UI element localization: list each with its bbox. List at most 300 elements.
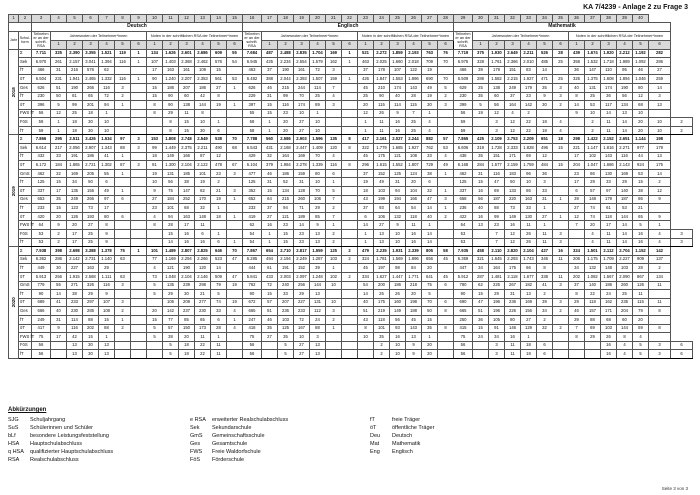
value-cell: 88 — [99, 324, 115, 333]
value-cell: 379 — [262, 161, 278, 170]
value-cell — [438, 221, 454, 230]
value-cell: 80 — [99, 212, 115, 221]
value-cell: 1.743 — [521, 255, 537, 264]
value-cell: 7 — [406, 109, 422, 118]
value-cell — [438, 66, 454, 75]
table-row — [9, 49, 693, 58]
value-cell: 169 — [294, 152, 310, 161]
value-cell: 415 — [454, 324, 473, 333]
value-cell: 286 — [51, 255, 67, 264]
value-cell — [342, 341, 358, 350]
value-cell: 6.509 — [454, 75, 473, 84]
value-cell — [342, 195, 358, 204]
value-cell: 27 — [569, 204, 585, 213]
value-cell: 2.748 — [179, 135, 195, 144]
value-cell — [131, 341, 147, 350]
abbreviations-column-2 — [190, 416, 288, 464]
value-cell: 119 — [115, 49, 131, 58]
value-cell: 186 — [390, 281, 406, 290]
value-cell: 2.227 — [617, 255, 633, 264]
value-cell: 431 — [262, 144, 278, 153]
value-cell: 3 — [553, 238, 569, 247]
value-cell — [227, 264, 243, 273]
value-cell: 1.865 — [67, 161, 83, 170]
value-cell: 1.192 — [633, 49, 649, 58]
value-cell: 6.362 — [32, 255, 51, 264]
value-cell: 37 — [569, 281, 585, 290]
value-cell — [131, 298, 147, 307]
value-cell: 33 — [51, 152, 67, 161]
column-number: 34 — [537, 15, 553, 23]
value-cell: 29 — [310, 204, 326, 213]
value-cell: 41 — [51, 298, 67, 307]
value-cell: 191 — [278, 264, 294, 273]
value-cell: 4 — [617, 341, 633, 350]
value-cell: 56 — [32, 350, 51, 359]
value-cell: 16 — [473, 187, 489, 196]
value-cell: 68 — [633, 101, 649, 110]
value-cell — [147, 238, 163, 247]
value-cell: 1 — [262, 126, 278, 135]
value-cell: 16 — [601, 341, 617, 350]
school-type-cell: öT — [19, 161, 32, 170]
value-cell: 259 — [649, 75, 671, 84]
value-cell: 14 — [617, 230, 633, 239]
value-cell — [131, 101, 147, 110]
value-cell: 239 — [179, 281, 195, 290]
value-cell: 13 — [310, 238, 326, 247]
school-type-cell: Σ — [19, 49, 32, 58]
value-cell: 34 — [489, 333, 505, 342]
value-cell: 2.278 — [294, 161, 310, 170]
value-cell: 10 — [358, 333, 374, 342]
value-cell: 29 — [617, 178, 633, 187]
column-number: 9 — [131, 15, 147, 23]
school-type-cell: öT — [19, 212, 32, 221]
value-cell: 204 — [569, 161, 585, 170]
value-cell: 2.294 — [179, 255, 195, 264]
value-cell: 6.504 — [32, 75, 51, 84]
value-cell: 39 — [473, 66, 489, 75]
value-cell: 1 — [51, 118, 67, 127]
value-cell: 179 — [521, 83, 537, 92]
value-cell: 149 — [390, 307, 406, 316]
school-type-cell: FWS fT — [19, 333, 32, 342]
value-cell: 102 — [585, 152, 601, 161]
abbreviation-meaning: Freie Waldorfschule — [212, 449, 261, 455]
value-cell: 12 — [505, 126, 521, 135]
value-cell: 8 — [163, 126, 179, 135]
value-cell: 15 — [51, 204, 67, 213]
value-cell: 6.975 — [454, 58, 473, 67]
value-cell: 151 — [489, 152, 505, 161]
school-type-cell: Ges — [19, 195, 32, 204]
value-cell: 249 — [32, 315, 51, 324]
value-cell: 1 — [227, 83, 243, 92]
value-cell: 22 — [521, 118, 537, 127]
value-cell: 2 — [326, 315, 342, 324]
value-cell: 15 — [211, 66, 227, 75]
value-cell: 297 — [83, 298, 99, 307]
table-row — [9, 350, 693, 359]
value-cell: 186 — [278, 169, 294, 178]
value-cell: 4 — [326, 92, 342, 101]
value-cell: 72 — [294, 315, 310, 324]
value-cell: 179 — [649, 144, 671, 153]
value-cell: 75 — [163, 187, 179, 196]
value-cell: 10 — [294, 109, 310, 118]
value-cell: 64 — [390, 204, 406, 213]
value-cell: 11 — [649, 298, 671, 307]
value-cell: 1 — [358, 230, 374, 239]
value-cell: 56 — [454, 350, 473, 359]
value-cell: 11 — [553, 272, 569, 281]
value-cell: 658 — [454, 195, 473, 204]
value-cell: 11 — [374, 126, 390, 135]
value-cell: 397 — [243, 101, 262, 110]
value-cell — [553, 290, 569, 299]
abbreviation-meaning: Förderschule — [212, 457, 245, 463]
value-cell: 13 — [67, 341, 83, 350]
value-cell — [553, 315, 569, 324]
value-cell: 53 — [227, 75, 243, 84]
subject-header: Mathematik — [454, 23, 671, 32]
value-cell: 16 — [505, 221, 521, 230]
value-cell: 65 — [83, 92, 99, 101]
value-cell — [131, 307, 147, 316]
value-cell: 118 — [374, 315, 390, 324]
value-cell: 33 — [278, 290, 294, 299]
value-cell: 82 — [195, 187, 211, 196]
value-cell: 190 — [278, 66, 294, 75]
value-cell: 2.266 — [195, 255, 211, 264]
column-number: 18 — [278, 15, 294, 23]
value-cell: 175 — [374, 298, 390, 307]
value-cell — [585, 341, 601, 350]
value-cell: 197 — [374, 264, 390, 273]
value-cell: 38 — [633, 187, 649, 196]
value-cell: 13 — [99, 350, 115, 359]
value-cell: 2 — [326, 238, 342, 247]
value-cell: 2.447 — [294, 144, 310, 153]
value-cell — [342, 221, 358, 230]
value-cell: 867 — [633, 272, 649, 281]
value-cell: 51 — [358, 307, 374, 316]
value-cell: 2.511 — [67, 135, 83, 144]
value-cell: 131 — [310, 298, 326, 307]
value-cell: 2 — [211, 178, 227, 187]
value-cell: 420 — [32, 212, 51, 221]
value-cell: 1 — [131, 75, 147, 84]
grade-level: 1 — [147, 40, 163, 49]
value-cell: 27 — [262, 212, 278, 221]
value-cell: 7.788 — [243, 135, 262, 144]
value-cell: 284 — [473, 161, 489, 170]
value-cell: 1.248 — [310, 272, 326, 281]
school-type-cell: fT — [19, 178, 32, 187]
value-cell: 26 — [521, 230, 537, 239]
grade-level: 1 — [473, 40, 489, 49]
value-cell: 47 — [489, 178, 505, 187]
value-cell: 187 — [617, 195, 633, 204]
abbreviation-entry — [190, 456, 288, 464]
abbreviation-key: FöS — [190, 457, 201, 463]
value-cell: 125 — [278, 324, 294, 333]
value-cell — [649, 204, 671, 213]
value-cell: 174 — [390, 83, 406, 92]
value-cell — [473, 238, 489, 247]
value-cell: 117 — [601, 101, 617, 110]
value-cell: 109 — [195, 66, 211, 75]
value-cell: 1.300 — [163, 161, 179, 170]
value-cell: 53 — [585, 101, 601, 110]
value-cell: 2.122 — [195, 161, 211, 170]
value-cell: 1.144 — [633, 135, 649, 144]
value-cell — [342, 333, 358, 342]
value-cell: 1 — [342, 58, 358, 67]
value-cell: 5 — [473, 101, 489, 110]
value-cell: 1.894 — [617, 75, 633, 84]
school-type-header: Schul- form — [19, 31, 32, 49]
value-cell: 1.759 — [521, 161, 537, 170]
value-cell: 16 — [179, 238, 195, 247]
value-cell: 59 — [32, 118, 51, 127]
value-cell: 6 — [438, 298, 454, 307]
value-cell: 9 — [51, 221, 67, 230]
value-cell: 206 — [569, 255, 585, 264]
value-cell: 25 — [406, 126, 422, 135]
value-cell: 115 — [406, 101, 422, 110]
value-cell: 25 — [585, 92, 601, 101]
value-cell: 55 — [227, 49, 243, 58]
value-cell: 171 — [601, 307, 617, 316]
value-cell: 229 — [243, 92, 262, 101]
value-cell: 42 — [195, 92, 211, 101]
value-cell: 20 — [278, 126, 294, 135]
value-cell: 11 — [505, 341, 521, 350]
value-cell: 25 — [67, 109, 83, 118]
value-cell: 42 — [67, 333, 83, 342]
value-cell: 1 — [342, 75, 358, 84]
value-cell: 33 — [211, 307, 227, 316]
value-cell: 6.614 — [32, 144, 51, 153]
value-cell: 116 — [115, 75, 131, 84]
value-cell — [147, 341, 163, 350]
value-cell: 2 — [374, 350, 390, 359]
value-cell — [438, 290, 454, 299]
value-cell: 9 — [310, 221, 326, 230]
abbreviation-key: e RSA — [190, 417, 206, 423]
column-number: 17 — [262, 15, 278, 23]
value-cell: 25 — [83, 230, 99, 239]
value-cell: 86 — [521, 187, 537, 196]
abbreviation-entry — [190, 448, 288, 456]
value-cell: 99 — [489, 212, 505, 221]
value-cell: 1 — [553, 212, 569, 221]
value-cell — [131, 255, 147, 264]
value-cell: 1.378 — [99, 247, 115, 256]
school-type-cell: Ges — [19, 83, 32, 92]
value-cell: 122 — [406, 66, 422, 75]
value-cell — [131, 92, 147, 101]
abbreviation-entry — [8, 416, 113, 424]
grade-level: 4 — [195, 40, 211, 49]
value-cell: 2.903 — [294, 135, 310, 144]
value-cell: 166 — [406, 195, 422, 204]
value-cell: 2.368 — [179, 58, 195, 67]
value-cell: 266 — [83, 195, 99, 204]
value-cell — [115, 341, 131, 350]
value-cell: 88 — [585, 315, 601, 324]
value-cell: 1 — [422, 333, 438, 342]
value-cell: 91 — [489, 324, 505, 333]
value-cell: 1.403 — [163, 58, 179, 67]
value-cell: 131 — [585, 83, 601, 92]
value-cell: 132 — [585, 264, 601, 273]
value-cell: 14 — [617, 221, 633, 230]
value-cell: 56 — [243, 350, 262, 359]
value-cell: 4 — [422, 126, 438, 135]
value-cell: 54 — [406, 204, 422, 213]
value-cell: 427 — [537, 247, 553, 256]
value-cell: 58 — [243, 118, 262, 127]
value-cell: 1 — [438, 187, 454, 196]
grade-level: 4 — [617, 40, 633, 49]
value-cell: 155 — [83, 187, 99, 196]
value-cell: 134 — [649, 272, 671, 281]
column-number: 23 — [358, 15, 374, 23]
value-cell: 80 — [310, 169, 326, 178]
value-cell: 17 — [51, 187, 67, 196]
value-cell: 6 — [115, 212, 131, 221]
value-cell: 226 — [505, 307, 521, 316]
column-number: 5 — [67, 15, 83, 23]
value-cell: 2.097 — [294, 272, 310, 281]
annual-grades-header: Jahresnoten der Teilnehmer*innen — [262, 31, 358, 40]
value-cell: 15 — [147, 83, 163, 92]
abbreviations-title: Abkürzungen — [8, 407, 47, 413]
value-cell: 23 — [489, 221, 505, 230]
value-cell: 161 — [179, 66, 195, 75]
value-cell: 2.209 — [521, 135, 537, 144]
value-cell: 202 — [569, 272, 585, 281]
value-cell: 40 — [569, 83, 585, 92]
value-cell: 2.003 — [278, 272, 294, 281]
value-cell: 77 — [147, 255, 163, 264]
value-cell: 20 — [67, 221, 83, 230]
value-cell: 2 — [671, 118, 693, 127]
value-cell: 3.355 — [83, 49, 99, 58]
value-cell: 26 — [374, 109, 390, 118]
value-cell: 186 — [601, 281, 617, 290]
value-cell: 169 — [521, 298, 537, 307]
year-label: 2019 — [10, 185, 16, 196]
value-cell: 1.677 — [521, 272, 537, 281]
value-cell — [342, 66, 358, 75]
value-cell: 138 — [179, 101, 195, 110]
value-cell: 1 — [131, 49, 147, 58]
grade-level: 1 — [358, 40, 374, 49]
value-cell: 561 — [211, 75, 227, 84]
value-cell: 147 — [585, 66, 601, 75]
value-cell — [51, 350, 67, 359]
value-cell: 641 — [422, 272, 438, 281]
value-cell: 40 — [422, 212, 438, 221]
value-cell: 38 — [163, 333, 179, 342]
value-cell: 2.907 — [83, 144, 99, 153]
value-cell: 73 — [147, 272, 163, 281]
value-cell: 19 — [147, 169, 163, 178]
value-cell: 60 — [179, 92, 195, 101]
value-cell: 27 — [262, 333, 278, 342]
value-cell — [553, 109, 569, 118]
abbreviation-meaning: Gemeinschaftsschule — [212, 433, 265, 439]
value-cell: 121 — [163, 264, 179, 273]
school-type-cell: FWS fT — [19, 221, 32, 230]
value-cell: 87 — [195, 152, 211, 161]
value-cell: 16 — [633, 238, 649, 247]
value-cell: 190 — [617, 83, 633, 92]
value-cell: 2 — [438, 92, 454, 101]
value-cell: 5 — [147, 290, 163, 299]
value-cell: 466 — [454, 66, 473, 75]
value-cell: 10 — [195, 118, 211, 127]
value-cell — [438, 178, 454, 187]
value-cell — [262, 341, 278, 350]
value-cell: 1 — [537, 204, 553, 213]
value-cell — [227, 333, 243, 342]
value-cell: 2.465 — [83, 75, 99, 84]
grade-level: 6 — [227, 40, 243, 49]
grade-level: 5 — [326, 40, 342, 49]
value-cell: 41 — [537, 281, 553, 290]
value-cell: 37 — [358, 204, 374, 213]
value-cell: 1.660 — [390, 58, 406, 67]
value-cell: 134 — [278, 187, 294, 196]
value-cell: 50 — [422, 307, 438, 316]
value-cell: 17 — [67, 238, 83, 247]
value-cell — [649, 315, 671, 324]
value-cell: 157 — [585, 307, 601, 316]
value-cell: 6 — [422, 178, 438, 187]
value-cell: 220 — [505, 195, 521, 204]
value-cell: 3 — [649, 341, 671, 350]
value-cell: 2.753 — [505, 135, 521, 144]
value-cell: 1.984 — [278, 161, 294, 170]
grade-level: 2 — [374, 40, 390, 49]
value-cell: 219 — [374, 307, 390, 316]
value-cell: 1.532 — [585, 58, 601, 67]
value-cell: 130 — [601, 169, 617, 178]
value-cell: 34 — [67, 178, 83, 187]
value-cell — [438, 264, 454, 273]
value-cell: 1 — [227, 212, 243, 221]
value-cell: 1.927 — [406, 144, 422, 153]
value-cell: 8 — [147, 101, 163, 110]
value-cell: 25 — [617, 290, 633, 299]
value-cell — [131, 83, 147, 92]
value-cell: 2.215 — [505, 75, 521, 84]
value-cell: 199 — [374, 195, 390, 204]
value-cell: 186 — [163, 83, 179, 92]
table-row — [9, 281, 693, 290]
value-cell: 1.175 — [585, 255, 601, 264]
annual-grades-header: Jahresnoten der Teilnehmer*innen — [473, 31, 569, 40]
abbreviation-key: FWS — [190, 449, 203, 455]
value-cell: 11 — [374, 118, 390, 127]
value-cell: 27 — [211, 83, 227, 92]
value-cell: 3 — [326, 66, 342, 75]
